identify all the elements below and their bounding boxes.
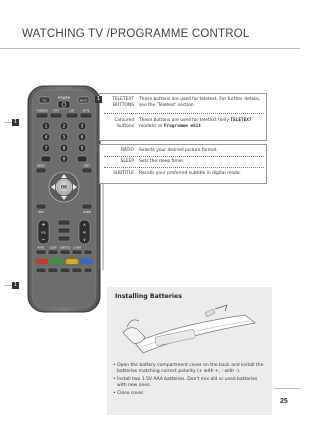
svg-text:Q.VIEW: Q.VIEW [72,246,82,250]
svg-text:2: 2 [62,123,66,129]
tv-button-label: TV [42,98,47,103]
svg-text:SUBTITLE: SUBTITLE [59,246,71,250]
svg-text:PR: PR [82,231,87,235]
installing-batteries-panel [107,287,272,415]
teletext-buttons-label: TELETEXT BUTTONS [112,97,134,109]
function-callout [99,144,267,184]
marker-1-top: 1 [13,119,18,125]
svg-text:−: − [41,237,46,243]
svg-text:MENU: MENU [37,164,45,168]
svg-text:INFO: INFO [38,211,44,214]
coloured-buttons-label: Coloured buttons [114,118,134,130]
svg-text:7: 7 [44,145,48,151]
teletext-buttons-desc: These buttons are used for teletext. For further details, see the 'Teletext' section. [139,97,261,109]
input-button-label: INPUT [79,99,88,103]
power-label: POWER [58,96,70,100]
svg-text:VOL: VOL [40,231,47,235]
svg-text:RATIO: RATIO [37,246,45,250]
svg-text:9: 9 [80,145,84,151]
installing-batteries-title: Installing Batteries [115,293,182,300]
installing-steps [113,363,268,399]
install-step: • Close cover. [113,391,145,397]
sleep-desc: Sets the sleep timer. [139,159,185,164]
svg-text:0: 0 [62,156,66,162]
svg-text:6: 6 [80,134,84,140]
ratio-desc: Selects your desired picture format. [139,148,218,153]
svg-text:LIST: LIST [69,109,75,113]
marker-1-bottom: 1 [13,282,18,288]
svg-text:∨: ∨ [83,237,86,242]
page-number-rule [275,388,300,389]
sleep-label: SLEEP [120,159,134,164]
teletext-callout [96,93,267,141]
callout-divider [104,113,264,114]
coloured-buttons-desc: These buttons are used for teletext (only TELETEXT models) or Programme edit [139,118,252,130]
page-number: 25 [280,398,288,405]
svg-text:8: 8 [62,145,66,151]
svg-text:4: 4 [44,134,48,140]
svg-text:EXIT: EXIT [84,164,90,168]
battery-cover-illustration [115,303,265,359]
subtitle-label: SUBTITLE [113,171,134,176]
ratio-label: RATIO [121,148,134,153]
svg-text:∧: ∧ [83,222,86,227]
marker-1-callout: 1 [96,96,101,102]
svg-text:MUTE: MUTE [82,109,90,113]
page-title: WATCHING TV /PROGRAMME CONTROL [22,28,250,40]
ok-label: OK [60,184,68,190]
svg-text:TEXT: TEXT [52,109,60,113]
subtitle-desc: Recalls your preferred subtitle in digital mode. [139,171,241,176]
svg-text:GUIDE: GUIDE [83,211,91,214]
install-step: • Install two 1.5V AAA batteries. Don't mix old or used batteries with new ones. [113,377,258,389]
callout-divider [104,167,264,168]
callout-divider [104,156,264,157]
svg-text:1: 1 [44,123,48,129]
svg-text:SLEEP: SLEEP [49,246,57,250]
svg-text:5: 5 [62,134,66,140]
svg-text:+: + [41,222,46,228]
install-step: • Open the battery compartment cover on the back and install the batteries matching correct polarity (+ with +, - with -). [113,363,264,375]
svg-text:TV/RADIO: TV/RADIO [36,109,48,113]
svg-text:3: 3 [80,123,84,129]
